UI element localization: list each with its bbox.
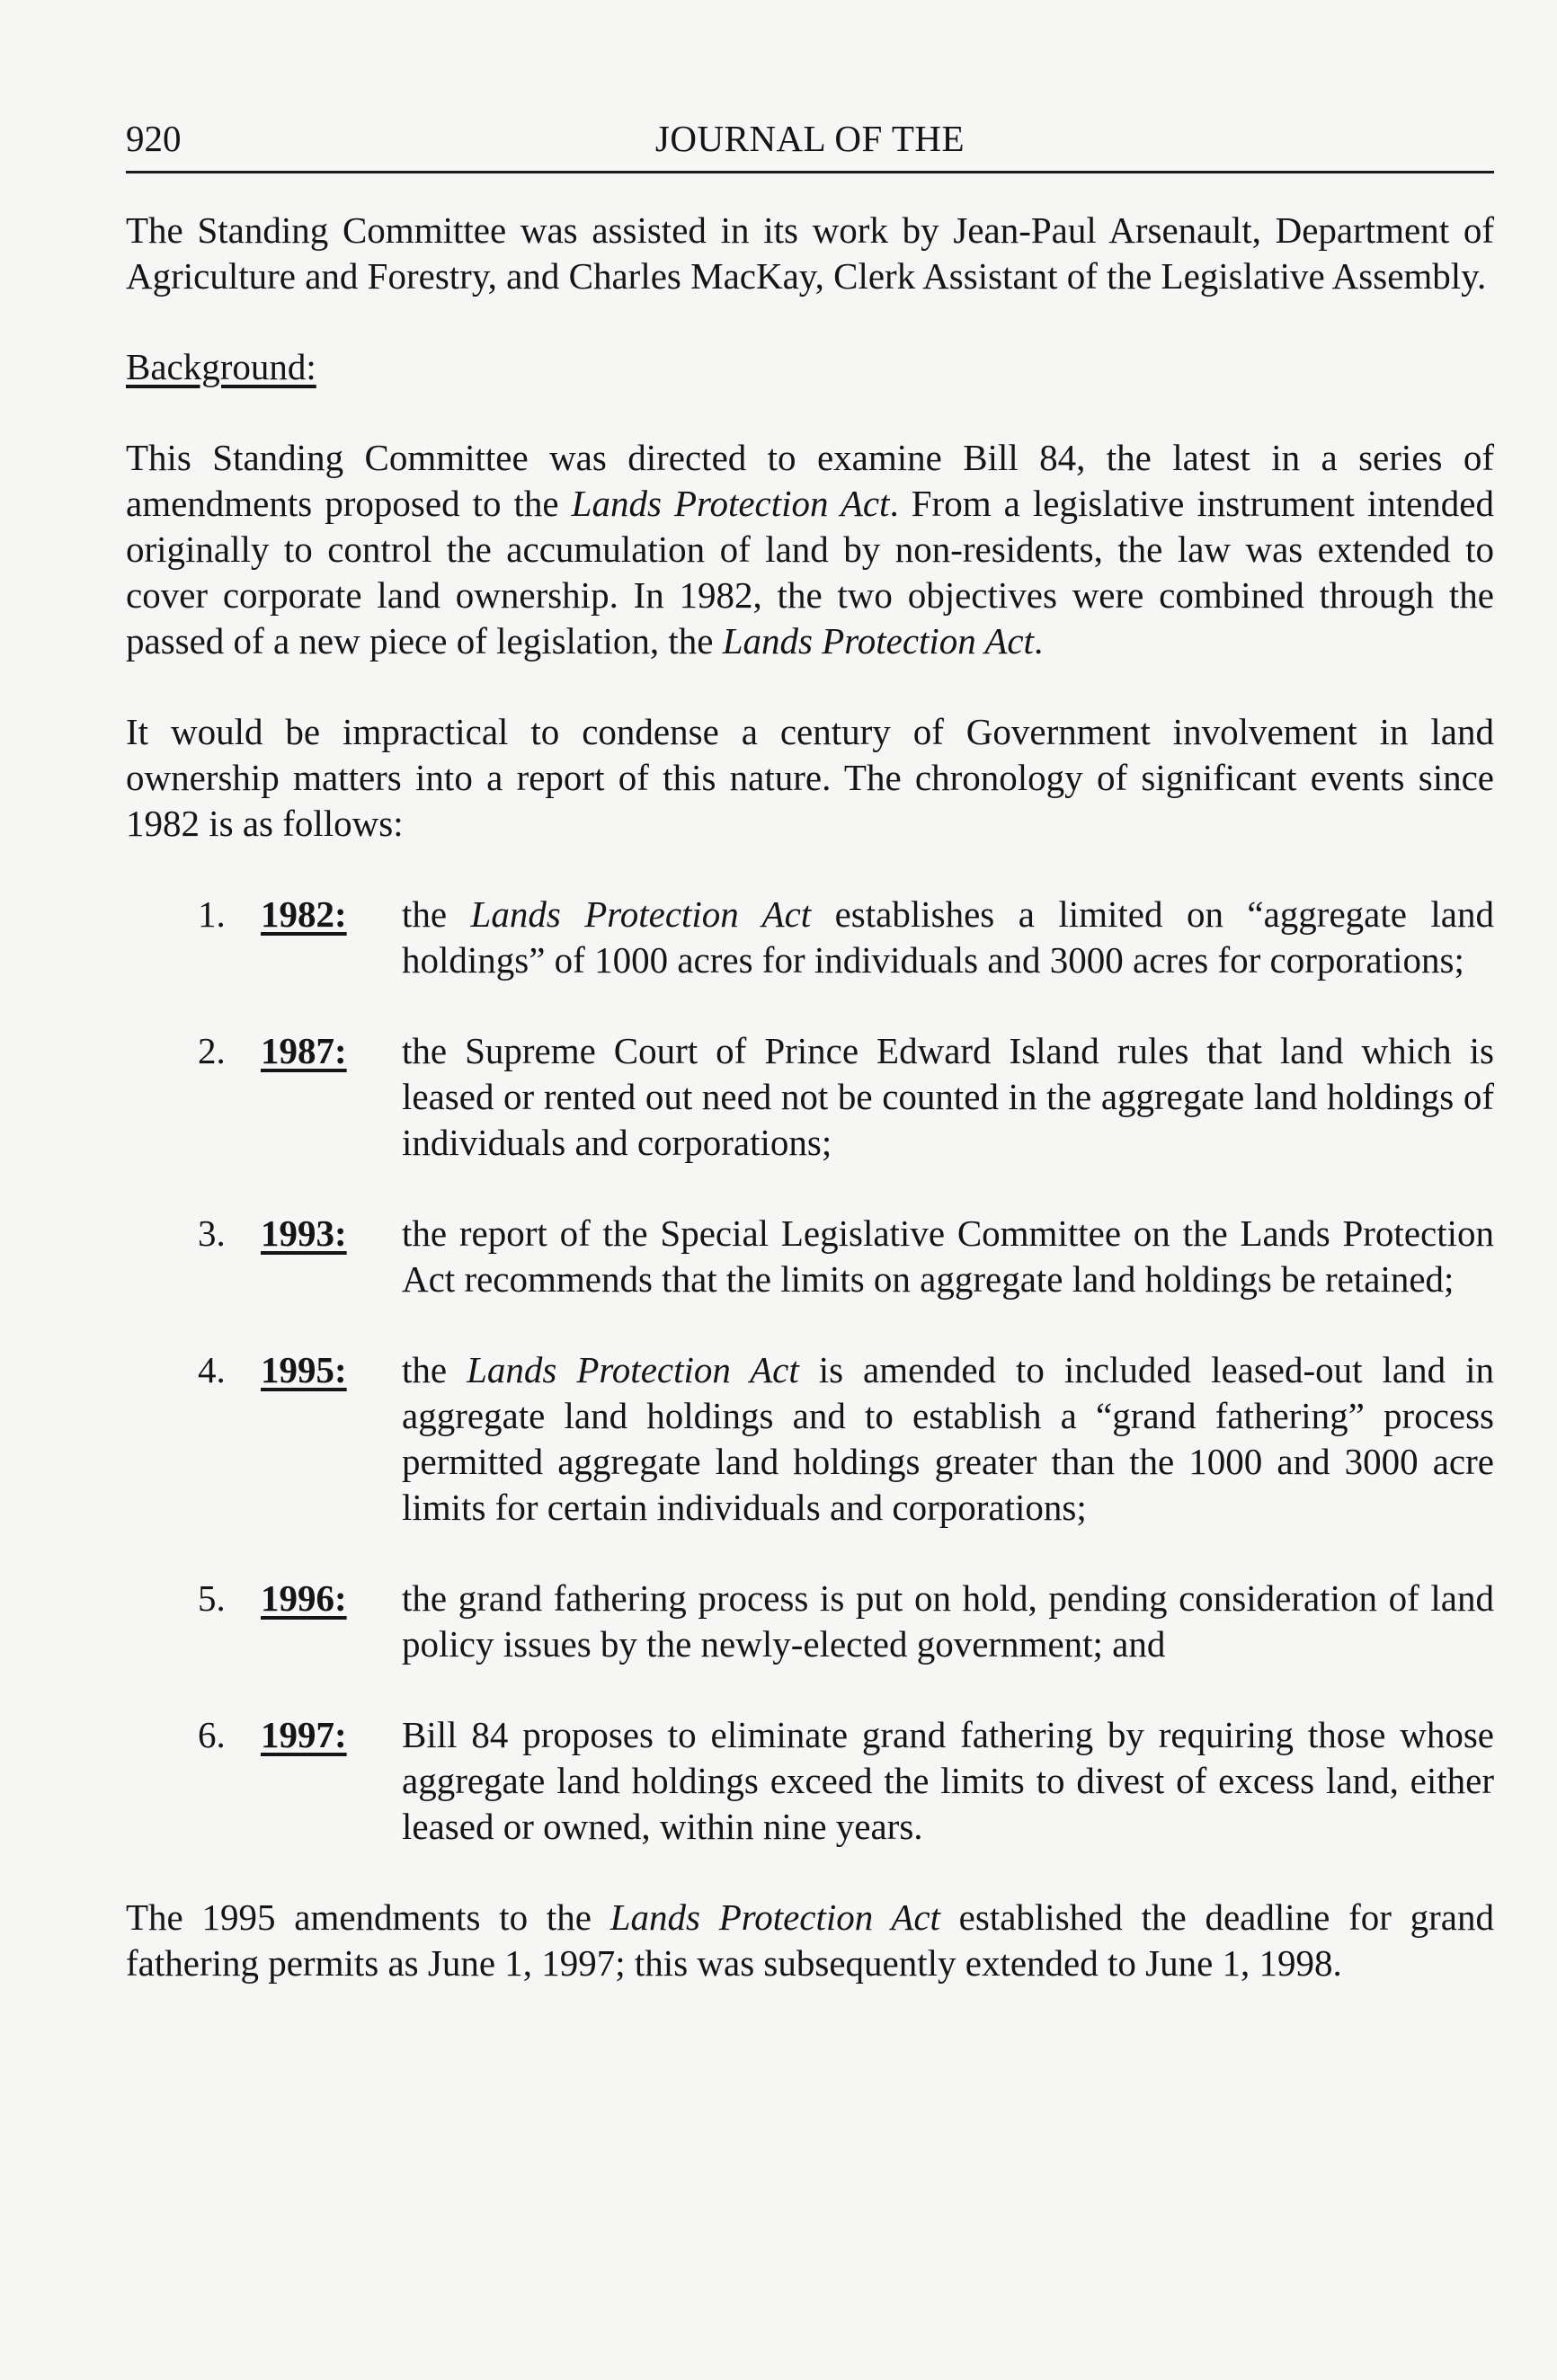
intro-paragraph: The Standing Committee was assisted in its work by Jean-Paul Arsenault, Department of Agriculture and Forestry, and Charles MacKay, Clerk Assistant of the Legislative Assembly. bbox=[126, 209, 1494, 297]
item-text-pre: the bbox=[402, 1349, 467, 1390]
item-year: 1993: bbox=[261, 1212, 347, 1254]
item-number: 4. bbox=[198, 1349, 226, 1390]
chronology-item bbox=[126, 1347, 1494, 1531]
act-name: Lands Protection Act bbox=[470, 893, 812, 935]
chronology-item bbox=[126, 892, 1494, 983]
act-name: Lands Protection Act bbox=[722, 620, 1034, 662]
chronology-item bbox=[126, 1712, 1494, 1850]
act-name: Lands Protection Act bbox=[467, 1349, 799, 1390]
page-number: 920 bbox=[126, 118, 182, 159]
item-year: 1996: bbox=[261, 1577, 347, 1619]
item-number: 3. bbox=[198, 1212, 226, 1254]
item-text: Bill 84 proposes to eliminate grand fathering by requiring those whose aggregate land holdings exceed the limits to divest of excess land, either leased or owned, within nine years. bbox=[402, 1714, 1494, 1847]
background-text-c: . bbox=[1033, 620, 1044, 662]
background-text-b: . From a legislative instrument intended originally to control the accumulation of land by non-residents, the law was extended to cover corporate land ownership. In 1982, the two objectives were combined through the passed of a new piece of legislation, the bbox=[126, 483, 1494, 662]
closing-paragraph bbox=[126, 1895, 1494, 1986]
act-name: Lands Protection Act bbox=[609, 1896, 940, 1938]
item-text-post: is amended to included leased-out land in aggregate land holdings and to establish a “grand fathering” process permitted aggregate land holdings greater than the 1000 and 3000 acre limits for certain individuals and corporations; bbox=[402, 1349, 1494, 1528]
background-heading: Background: bbox=[126, 346, 316, 387]
document-page bbox=[126, 115, 1494, 1986]
running-header bbox=[126, 115, 1494, 173]
item-number: 6. bbox=[198, 1714, 226, 1755]
item-number: 2. bbox=[198, 1030, 226, 1071]
item-text: the grand fathering process is put on hold, pending consideration of land policy issues by the newly-elected government; and bbox=[402, 1577, 1494, 1665]
item-text bbox=[402, 892, 1494, 983]
chronology-intro-paragraph: It would be impractical to condense a century of Government involvement in land ownership matters into a report of this nature. The chronology of significant events since 1982 is as follows: bbox=[126, 711, 1494, 844]
item-year: 1982: bbox=[261, 893, 347, 935]
item-year: 1987: bbox=[261, 1030, 347, 1071]
item-text-post: establishes a limited on “aggregate land holdings” of 1000 acres for individuals and 3000 acres for corporations; bbox=[402, 893, 1494, 981]
item-text: the report of the Special Legislative Committee on the Lands Protection Act recommends that the limits on aggregate land holdings be retained; bbox=[402, 1212, 1494, 1300]
item-number: 5. bbox=[198, 1577, 226, 1619]
chronology-item bbox=[126, 1576, 1494, 1667]
closing-text-b: established the deadline for grand fathering permits as June 1, 1997; this was subsequently extended to June 1, 1998. bbox=[126, 1896, 1494, 1984]
item-year: 1997: bbox=[261, 1714, 347, 1755]
act-name: Lands Protection Act bbox=[571, 483, 890, 524]
chronology-item bbox=[126, 1211, 1494, 1302]
item-text-pre: the bbox=[402, 893, 471, 935]
chronology-item bbox=[126, 1028, 1494, 1166]
background-paragraph bbox=[126, 435, 1494, 664]
journal-title: JOURNAL OF THE bbox=[654, 118, 965, 159]
item-number: 1. bbox=[198, 893, 226, 935]
closing-text-a: The 1995 amendments to the bbox=[126, 1896, 610, 1938]
chronology-list bbox=[126, 892, 1494, 1850]
item-text bbox=[402, 1347, 1494, 1531]
item-text: the Supreme Court of Prince Edward Island rules that land which is leased or rented out need not be counted in the aggregate land holdings of individuals and corporations; bbox=[402, 1030, 1494, 1163]
background-text-a: This Standing Committee was directed to examine Bill 84, the latest in a series of amendments proposed to the bbox=[126, 437, 1494, 524]
item-year: 1995: bbox=[261, 1349, 347, 1390]
